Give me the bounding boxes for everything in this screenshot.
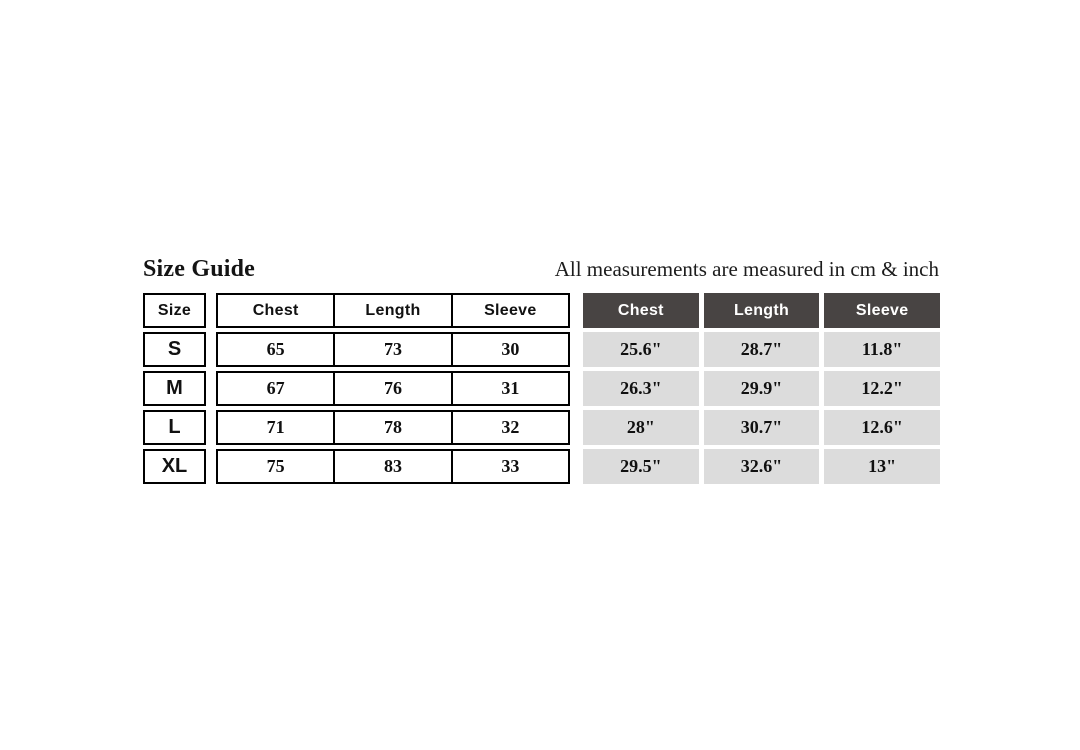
- size-cell-m: [143, 371, 206, 406]
- cm-cell-s-chest: [218, 334, 333, 365]
- inch-row-l: [583, 410, 940, 445]
- cm-value: 31: [501, 378, 520, 398]
- size-label-s: S: [167, 338, 182, 360]
- cm-cell-l-sleeve: [451, 412, 568, 443]
- cm-header-length: [333, 295, 450, 326]
- inch-cell-s-length: [704, 332, 820, 367]
- inch-row-m: [583, 371, 940, 406]
- cm-header-row: [216, 293, 570, 328]
- inch-value: 12.2": [861, 378, 903, 398]
- inch-cell-l-chest: [583, 410, 699, 445]
- inch-cell-s-sleeve: [824, 332, 940, 367]
- inch-cell-xl-sleeve: [824, 449, 940, 484]
- page-title: Size Guide: [143, 256, 256, 282]
- cm-cell-l-chest: [218, 412, 333, 443]
- cm-cell-s-length: [333, 334, 450, 365]
- cm-value: 71: [266, 417, 285, 437]
- size-column-header: [143, 293, 206, 328]
- cm-cell-xl-chest: [218, 451, 333, 482]
- inch-cell-m-length: [704, 371, 820, 406]
- inch-cell-m-chest: [583, 371, 699, 406]
- cm-value: 65: [266, 339, 285, 359]
- inch-cell-s-chest: [583, 332, 699, 367]
- inch-value: 32.6": [740, 456, 783, 476]
- cm-cell-s-sleeve: [451, 334, 568, 365]
- cm-header-sleeve: [451, 295, 568, 326]
- inch-header-chest-label: Chest: [617, 301, 664, 319]
- cm-value: 32: [501, 417, 520, 437]
- inch-value: 26.3": [620, 378, 662, 398]
- size-label-m: M: [166, 377, 183, 399]
- inch-value: 28": [626, 417, 655, 437]
- cm-value: 75: [266, 456, 285, 476]
- cm-header-chest-label: Chest: [252, 301, 299, 319]
- cm-row-m: [216, 371, 570, 406]
- cm-value: 30: [501, 339, 520, 359]
- cm-cell-xl-length: [333, 451, 450, 482]
- inch-value: 29.9": [740, 378, 783, 398]
- inch-cell-l-sleeve: [824, 410, 940, 445]
- inch-header-sleeve-label: Sleeve: [855, 301, 909, 319]
- inch-cell-xl-length: [704, 449, 820, 484]
- cm-cell-m-chest: [218, 373, 333, 404]
- cm-row-l: [216, 410, 570, 445]
- cm-value: 76: [383, 378, 402, 398]
- cm-header-length-label: Length: [365, 301, 421, 319]
- inch-header-row: [583, 293, 940, 328]
- size-cell-s: [143, 332, 206, 367]
- cm-value: 33: [501, 456, 520, 476]
- inch-value: 13": [868, 456, 897, 476]
- inch-value: 25.6": [620, 339, 662, 359]
- cm-cell-m-length: [333, 373, 450, 404]
- inch-header-chest: [583, 293, 699, 328]
- size-column-header-label: Size: [157, 301, 192, 319]
- inch-measurements-table: [583, 293, 940, 484]
- inch-value: 12.6": [861, 417, 903, 437]
- size-cell-xl: [143, 449, 206, 484]
- inch-value: 29.5": [620, 456, 662, 476]
- inch-header-length: [704, 293, 820, 328]
- cm-header-sleeve-label: Sleeve: [484, 301, 537, 319]
- inch-header-length-label: Length: [733, 301, 790, 319]
- measurement-note: All measurements are measured in cm & inch: [554, 257, 939, 281]
- size-column: [143, 293, 206, 484]
- size-guide-tables: [143, 293, 940, 485]
- cm-value: 67: [266, 378, 285, 398]
- inch-cell-l-length: [704, 410, 820, 445]
- size-label-l: L: [168, 416, 181, 438]
- inch-value: 30.7": [740, 417, 783, 437]
- cm-value: 78: [383, 417, 402, 437]
- inch-row-s: [583, 332, 940, 367]
- inch-row-xl: [583, 449, 940, 484]
- cm-value: 73: [383, 339, 402, 359]
- cm-value: 83: [383, 456, 402, 476]
- inch-cell-xl-chest: [583, 449, 699, 484]
- cm-cell-m-sleeve: [451, 373, 568, 404]
- header-row: [143, 256, 939, 283]
- inch-value: 28.7": [740, 339, 783, 359]
- inch-header-sleeve: [824, 293, 940, 328]
- cm-row-s: [216, 332, 570, 367]
- cm-cell-l-length: [333, 412, 450, 443]
- cm-row-xl: [216, 449, 570, 484]
- inch-value: 11.8": [861, 339, 903, 359]
- cm-cell-xl-sleeve: [451, 451, 568, 482]
- inch-cell-m-sleeve: [824, 371, 940, 406]
- cm-header-chest: [218, 295, 333, 326]
- size-label-xl: XL: [161, 455, 188, 477]
- size-cell-l: [143, 410, 206, 445]
- cm-measurements-table: [216, 293, 570, 484]
